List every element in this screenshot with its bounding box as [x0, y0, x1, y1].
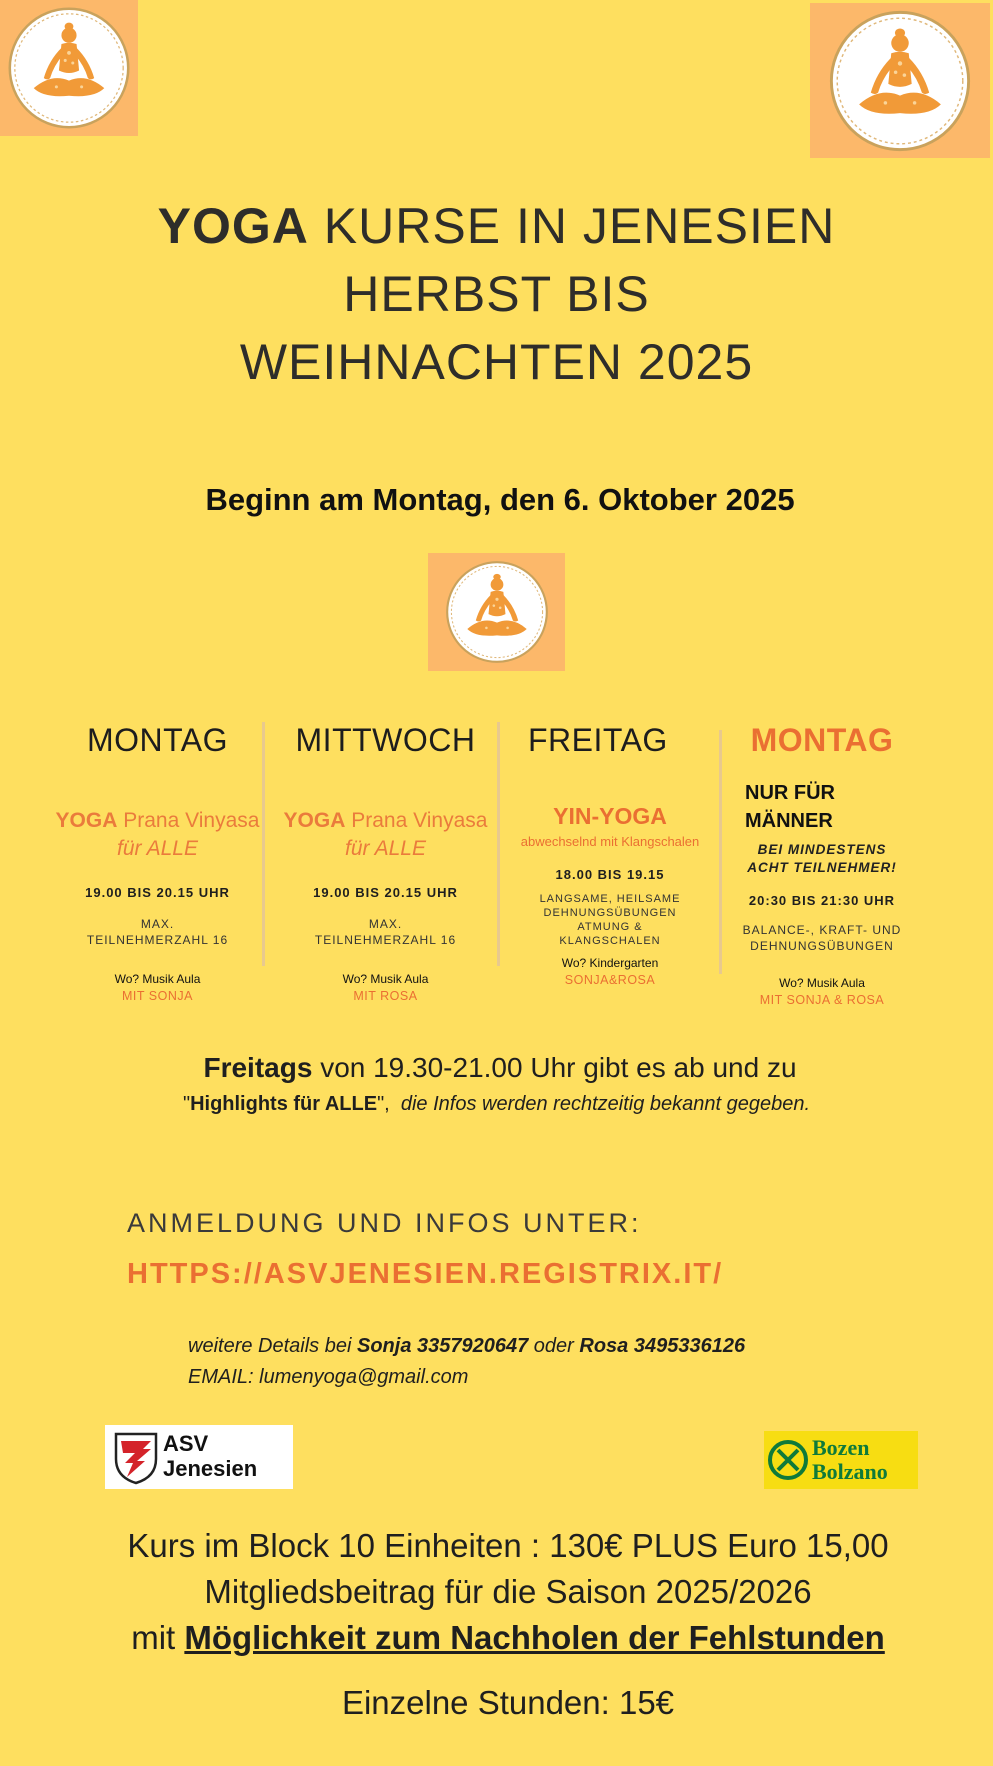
- men-only-label: [727, 779, 917, 835]
- course-column-friday: [505, 722, 715, 987]
- info-italic: die Infos werden rechtzeitig bekannt gegeben.: [400, 1093, 811, 1115]
- column-divider: [719, 730, 722, 974]
- makeup-bold: Möglichkeit zum Nachholen der Fehlstunden: [184, 1619, 885, 1656]
- page-title: [0, 195, 993, 393]
- course-time: 19.00 BIS 20.15 UHR: [85, 885, 230, 900]
- course-subtitle: abwechselnd mit Klangschalen: [520, 834, 700, 849]
- title-line-3: WEIHNACHTEN 2025: [239, 334, 754, 390]
- price-line: Mitgliedsbeitrag für die Saison 2025/2026: [204, 1573, 812, 1610]
- special-line: NUR FÜR: [745, 782, 835, 804]
- quote-mark: ",: [377, 1093, 390, 1115]
- highlight-text: Highlights für ALLE: [190, 1093, 378, 1115]
- asv-text: [163, 1431, 257, 1481]
- course-location: Wo? Musik Aula: [114, 972, 201, 986]
- contact-phones: [188, 1331, 745, 1362]
- course-audience: [50, 835, 265, 863]
- course-bold: YOGA: [55, 809, 118, 832]
- course-column-monday-men: [727, 722, 917, 1007]
- title-line-2: HERBST BIS: [343, 266, 650, 322]
- asv-jenesien-logo: [105, 1425, 293, 1489]
- course-instructor: MIT SONJA & ROSA: [759, 993, 885, 1007]
- bank-text: [812, 1436, 888, 1484]
- info-line: MAX.: [368, 917, 403, 931]
- title-bold: YOGA: [157, 198, 309, 254]
- course-column-monday: [50, 722, 265, 1003]
- participant-condition: [727, 841, 917, 877]
- friday-rest: von 19.30-21.00 Uhr gibt es ab und zu: [320, 1052, 797, 1083]
- course-info: [505, 892, 715, 948]
- pricing-info: [0, 1523, 993, 1661]
- course-info: [278, 916, 493, 948]
- title-rest: KURSE IN JENESIEN: [323, 198, 836, 254]
- shield-icon: [113, 1431, 159, 1485]
- contact-details: [188, 1331, 745, 1393]
- price-line: Kurs im Block 10 Einheiten : 130€ PLUS Euro 15,00: [127, 1527, 889, 1564]
- info-line: DEHNUNGSÜBUNGEN: [543, 907, 677, 919]
- course-style: Prana Vinyasa: [123, 809, 260, 832]
- course-info: [727, 922, 917, 954]
- course-instructor: MIT ROSA: [353, 989, 418, 1003]
- course-style: Prana Vinyasa: [351, 809, 488, 832]
- yoga-logo-center: [428, 553, 565, 671]
- yoga-logo-top-right: [810, 3, 990, 158]
- info-line: ATMUNG &: [577, 921, 643, 933]
- course-time: 19.00 BIS 20.15 UHR: [313, 885, 458, 900]
- info-line: TEILNEHMERZAHL 16: [86, 933, 229, 947]
- course-location: Wo? Musik Aula: [342, 972, 429, 986]
- bank-line: Bozen: [812, 1435, 870, 1460]
- course-name: YIN-YOGA: [553, 803, 667, 829]
- quote-mark: ": [182, 1093, 191, 1115]
- friday-bold: Freitags: [203, 1052, 313, 1083]
- asv-line: ASV: [163, 1431, 209, 1456]
- info-line: KLANGSCHALEN: [559, 935, 661, 947]
- day-label: MONTAG: [86, 722, 229, 758]
- meditation-icon: [827, 8, 973, 154]
- day-label: MONTAG: [750, 722, 894, 758]
- condition-line: BEI MINDESTENS: [757, 842, 887, 857]
- course-time: 20:30 BIS 21:30 UHR: [748, 893, 896, 908]
- info-line: MAX.: [140, 917, 175, 931]
- course-name: [278, 807, 493, 835]
- course-name: [50, 807, 265, 835]
- contact-email[interactable]: EMAIL: lumenyoga@gmail.com: [188, 1366, 469, 1388]
- asv-line: Jenesien: [163, 1456, 258, 1481]
- condition-line: ACHT TEILNEHMER!: [747, 860, 897, 875]
- meditation-icon: [444, 559, 550, 665]
- course-instructor: SONJA&ROSA: [564, 973, 656, 987]
- course-location: Wo? Kindergarten: [561, 956, 659, 970]
- meditation-icon: [6, 5, 132, 131]
- day-label: FREITAG: [528, 722, 668, 758]
- contact-rosa[interactable]: Rosa 3495336126: [579, 1335, 746, 1357]
- course-info: [50, 916, 265, 948]
- title-line-1: [0, 195, 993, 257]
- friday-highlights-detail: [0, 1093, 993, 1116]
- info-line: DEHNUNGSÜBUNGEN: [750, 939, 894, 953]
- contact-sonja[interactable]: Sonja 3357920647: [356, 1335, 529, 1357]
- friday-highlights-note: [0, 1052, 993, 1084]
- bank-line: Bolzano: [812, 1459, 888, 1484]
- course-bold: YOGA: [283, 809, 346, 832]
- contact-prefix: weitere Details bei: [188, 1335, 352, 1357]
- single-lesson-price: Einzelne Stunden: 15€: [341, 1684, 675, 1721]
- info-line: BALANCE-, KRAFT- UND: [742, 923, 902, 937]
- start-date: Beginn am Montag, den 6. Oktober 2025: [205, 482, 795, 517]
- makeup-prefix: mit: [131, 1619, 176, 1656]
- course-for: für ALLE: [117, 837, 198, 860]
- registration-label: ANMELDUNG UND INFOS UNTER:: [127, 1208, 642, 1238]
- special-line: MÄNNER: [745, 810, 833, 832]
- yoga-logo-top-left: [0, 0, 138, 136]
- contact-or: oder: [533, 1335, 574, 1357]
- course-time: 18.00 BIS 19.15: [555, 867, 665, 882]
- course-audience: [278, 835, 493, 863]
- course-instructor: MIT SONJA: [122, 989, 193, 1003]
- course-for: für ALLE: [345, 837, 426, 860]
- raiffeisen-icon: [767, 1439, 809, 1481]
- makeup-line: [0, 1615, 993, 1661]
- day-label: MITTWOCH: [295, 722, 476, 758]
- course-column-wednesday: [278, 722, 493, 1003]
- info-line: LANGSAME, HEILSAME: [539, 893, 681, 905]
- column-divider: [497, 722, 500, 966]
- registration-link[interactable]: HTTPS://ASVJENESIEN.REGISTRIX.IT/: [127, 1258, 724, 1290]
- course-location: Wo? Musik Aula: [779, 976, 865, 990]
- bank-bozen-logo: [764, 1431, 918, 1489]
- info-line: TEILNEHMERZAHL 16: [314, 933, 457, 947]
